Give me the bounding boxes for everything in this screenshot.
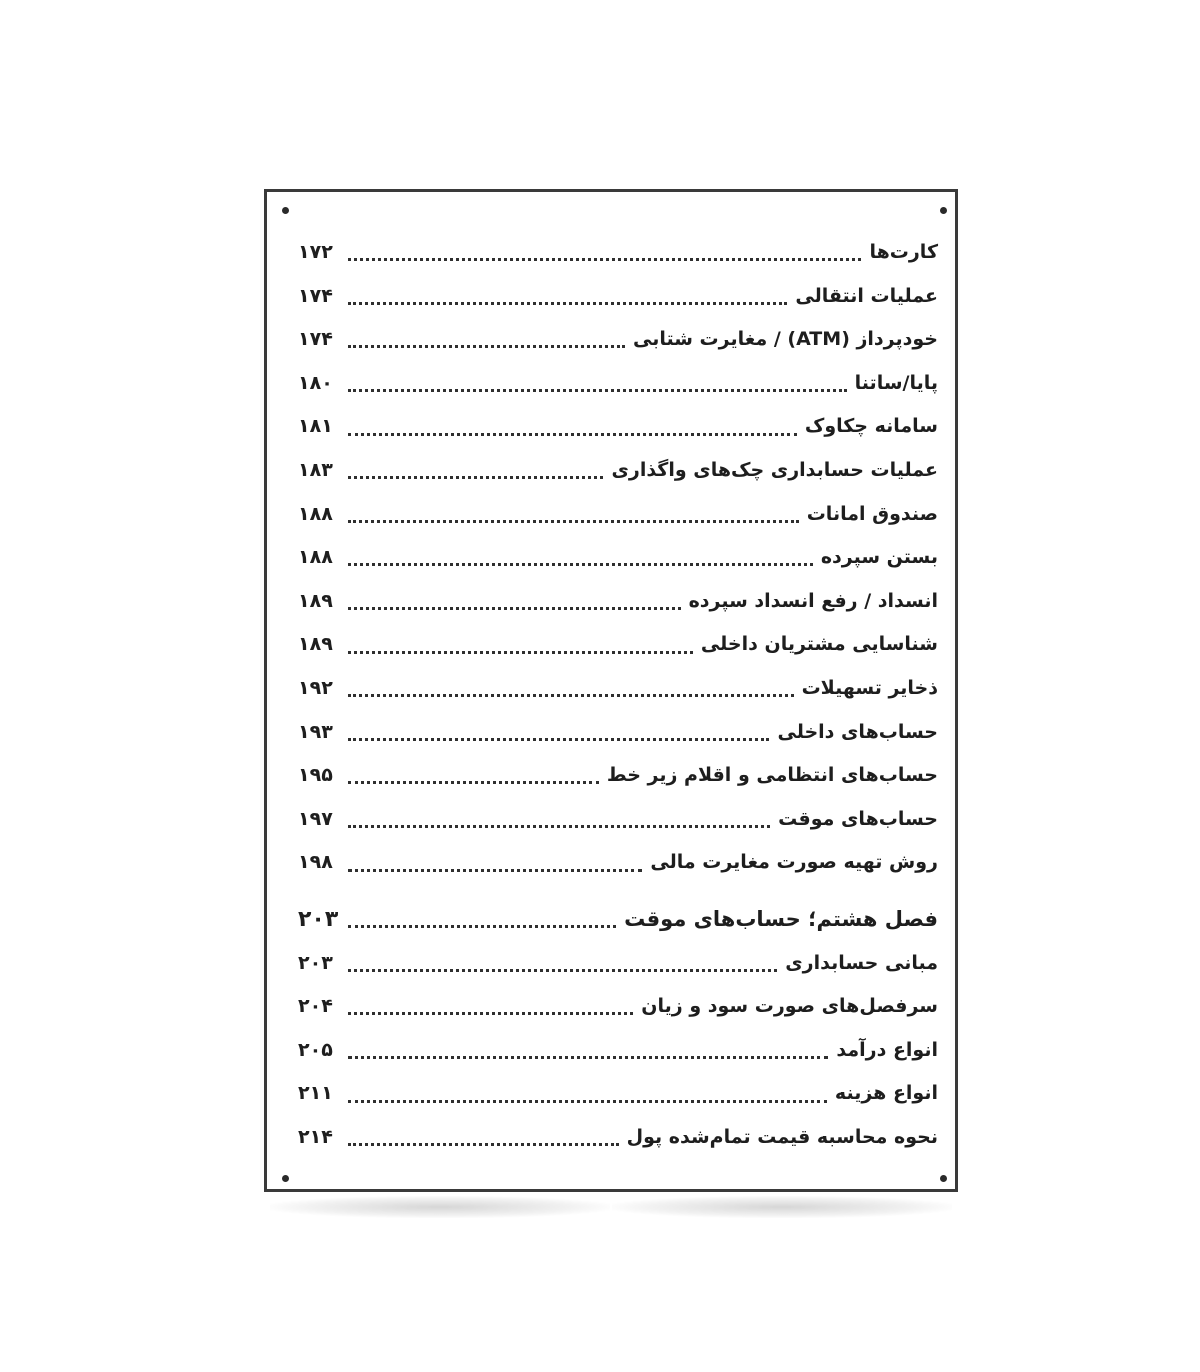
toc-chapter-heading[interactable] [298, 898, 938, 942]
leader-dots [348, 345, 625, 348]
toc-entry[interactable] [298, 711, 938, 755]
toc-entry-page: ۱۸۰ [298, 371, 333, 394]
leader-dots [348, 869, 642, 872]
toc-entry-page: ۲۱۱ [298, 1082, 333, 1105]
leader-dots [348, 781, 599, 784]
toc-entry-title: انواع درآمد [836, 1038, 938, 1061]
toc-entry-page: ۲۱۴ [298, 1125, 333, 1148]
toc-entry[interactable] [298, 405, 938, 449]
leader-dots [348, 520, 799, 523]
toc-entry-page: ۲۰۴ [298, 995, 333, 1018]
toc-entry-page: ۱۸۸ [298, 502, 333, 525]
toc-entry-title: صندوق امانات [806, 502, 938, 525]
leader-dots [348, 969, 777, 972]
chapter-title: فصل هشتم؛ حساب‌های موقت [624, 906, 938, 931]
toc-entry[interactable] [298, 318, 938, 362]
leader-dots [348, 694, 794, 697]
toc-entry-title: نحوه محاسبه قیمت تمام‌شده پول [626, 1125, 938, 1148]
toc-entry[interactable] [298, 231, 938, 275]
toc-entry[interactable] [298, 1029, 938, 1073]
leader-dots [348, 1143, 619, 1146]
toc-entry-page: ۱۹۸ [298, 851, 333, 874]
toc-entry-title: پایا/ساتنا [854, 371, 938, 394]
leader-dots [348, 1012, 633, 1015]
leader-dots [348, 563, 813, 566]
leader-dots [348, 607, 681, 610]
leader-dots [348, 1056, 828, 1059]
toc-entry-title: حساب‌های داخلی [777, 720, 938, 743]
corner-dot-top-right [940, 207, 947, 214]
leader-dots [348, 738, 769, 741]
toc-entry-page: ۲۰۵ [298, 1038, 333, 1061]
leader-dots [348, 302, 787, 305]
toc-entry-title: حساب‌های انتظامی و اقلام زیر خط [606, 764, 938, 787]
toc-entry[interactable] [298, 623, 938, 667]
toc-entry[interactable] [298, 275, 938, 319]
leader-dots [348, 1100, 827, 1103]
toc-entry-title: انسداد / رفع انسداد سپرده [688, 589, 938, 612]
toc-entry-page: ۱۹۵ [298, 764, 333, 787]
toc-entry-page: ۱۹۷ [298, 807, 333, 830]
toc-entry-page: ۱۸۳ [298, 458, 333, 481]
chapter-page: ۲۰۳ [298, 906, 339, 932]
toc-entry-page: ۱۸۹ [298, 589, 333, 612]
toc-entry-page: ۱۷۲ [298, 241, 333, 263]
toc-entry-title: روش تهیه صورت مغایرت مالی [650, 851, 938, 874]
toc-entry[interactable] [298, 1116, 938, 1160]
toc-entry-page: ۱۷۴ [298, 284, 333, 307]
leader-dots [348, 433, 797, 436]
leader-dots [348, 476, 603, 479]
leader-dots [348, 925, 616, 928]
frame-shadow-left [270, 1196, 610, 1218]
toc-entry[interactable] [298, 536, 938, 580]
corner-dot-bottom-right [940, 1175, 947, 1182]
toc-entry-title: عملیات حسابداری چک‌های واگذاری [611, 458, 938, 481]
toc-entry[interactable] [298, 754, 938, 798]
toc-entry-title: سامانه چکاوک [804, 415, 938, 438]
toc-entry[interactable] [298, 449, 938, 493]
toc-entry[interactable] [298, 493, 938, 537]
toc-entry[interactable] [298, 1072, 938, 1116]
toc-entry-title: سرفصل‌های صورت سود و زیان [641, 995, 938, 1018]
toc-entry[interactable] [298, 841, 938, 885]
toc-entry-title: خودپرداز (ATM) / مغایرت شتابی [633, 328, 938, 351]
toc-entry-page: ۱۸۱ [298, 415, 333, 438]
toc-entry-title: انواع هزینه [834, 1082, 938, 1105]
toc-entry[interactable] [298, 985, 938, 1029]
toc-entry[interactable] [298, 798, 938, 842]
toc-entry-page: ۱۹۳ [298, 720, 333, 743]
toc-entry-title: عملیات انتقالی [795, 284, 938, 307]
toc-entry[interactable] [298, 942, 938, 986]
toc-entry-title: کارت‌ها [869, 241, 938, 263]
toc-entry[interactable] [298, 667, 938, 711]
leader-dots [348, 389, 847, 392]
table-of-contents [298, 231, 938, 1159]
toc-entry-page: ۱۷۴ [298, 328, 333, 351]
leader-dots [348, 651, 693, 654]
toc-entry-page: ۱۸۸ [298, 546, 333, 569]
toc-entry-page: ۲۰۳ [298, 951, 333, 974]
corner-dot-bottom-left [282, 1175, 289, 1182]
toc-entry-title: بستن سپرده [820, 546, 938, 569]
toc-entry-page: ۱۸۹ [298, 633, 333, 656]
toc-entry-title: ذخایر تسهیلات [801, 676, 938, 699]
toc-entry-title: مبانی حسابداری [785, 951, 938, 974]
toc-entry-page: ۱۹۲ [298, 676, 333, 699]
toc-entry-title: شناسایی مشتریان داخلی [700, 633, 938, 656]
leader-dots [348, 825, 770, 828]
frame-shadow-right [612, 1196, 952, 1218]
corner-dot-top-left [282, 207, 289, 214]
leader-dots [348, 258, 861, 261]
toc-entry[interactable] [298, 362, 938, 406]
toc-entry-title: حساب‌های موقت [778, 807, 938, 830]
toc-entry[interactable] [298, 580, 938, 624]
